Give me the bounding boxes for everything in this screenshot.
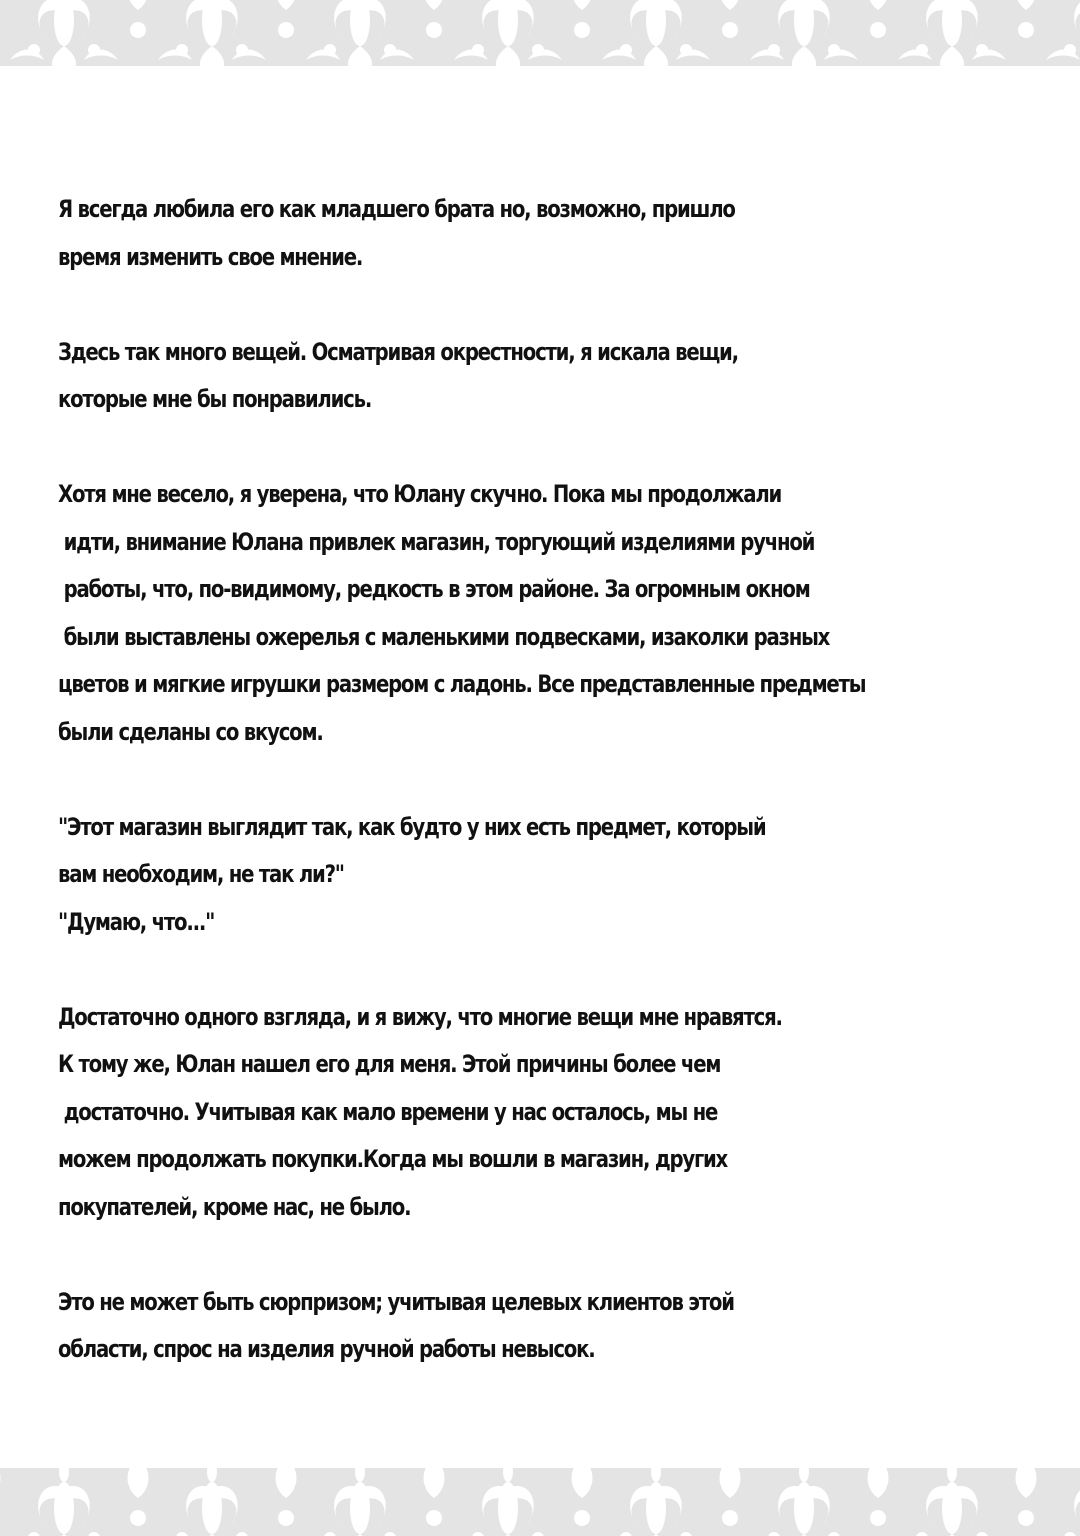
- text-line: Это не может быть сюрпризом; учитывая целевых клиентов этой: [58, 1287, 734, 1316]
- paragraph: [58, 804, 845, 947]
- text-line: Хотя мне весело, я уверена, что Юлану скучно. Пока мы продолжали: [58, 480, 782, 508]
- text-line: покупателей, кроме нас, не было.: [58, 1192, 411, 1221]
- text-line: Достаточно одного взгляда, и я вижу, что многие вещи мне нравятся.: [58, 1002, 782, 1031]
- paragraph: [58, 186, 845, 281]
- text-line: работы, что, по-видимому, редкость в этом районе. За огромным окном: [58, 575, 810, 603]
- text-line: К тому же, Юлан нашел его для меня. Этой причины более чем: [58, 1050, 721, 1078]
- paragraph: [58, 329, 845, 424]
- text-line: цветов и мягкие игрушки размером с ладонь. Все представленные предметы: [58, 670, 866, 698]
- bottom-damask-border: [0, 1468, 1080, 1536]
- text-line: были выставлены ожерелья с маленькими подвесками, изаколки разных: [58, 622, 830, 651]
- top-damask-pattern: [0, 0, 1080, 66]
- text-line: вам необходим, не так ли?": [58, 860, 344, 888]
- top-damask-border: [0, 0, 1080, 66]
- paragraph: [58, 1279, 845, 1374]
- text-line: достаточно. Учитывая как мало времени у нас осталось, мы не: [58, 1097, 718, 1126]
- text-line: идти, внимание Юлана привлек магазин, торгующий изделиями ручной: [58, 527, 815, 556]
- text-line: были сделаны со вкусом.: [58, 717, 323, 746]
- text-line: время изменить свое мнение.: [58, 242, 363, 271]
- paragraph: [58, 471, 866, 756]
- text-line: Я всегда любила его как младшего брата но, возможно, пришло: [58, 195, 735, 223]
- bottom-damask-pattern: [0, 1468, 1080, 1536]
- text-line: области, спрос на изделия ручной работы невысок.: [58, 1335, 595, 1363]
- paragraph: [58, 994, 845, 1232]
- text-line: Здесь так много вещей. Осматривая окрестности, я искала вещи,: [58, 337, 738, 366]
- text-line: "Этот магазин выглядит так, как будто у них есть предмет, который: [58, 812, 766, 841]
- text-line: которые мне бы понравились.: [58, 385, 372, 413]
- text-line: "Думаю, что...": [58, 907, 215, 936]
- text-line: можем продолжать покупки.Когда мы вошли в магазин, других: [58, 1145, 728, 1173]
- page-body-text: [58, 186, 866, 1374]
